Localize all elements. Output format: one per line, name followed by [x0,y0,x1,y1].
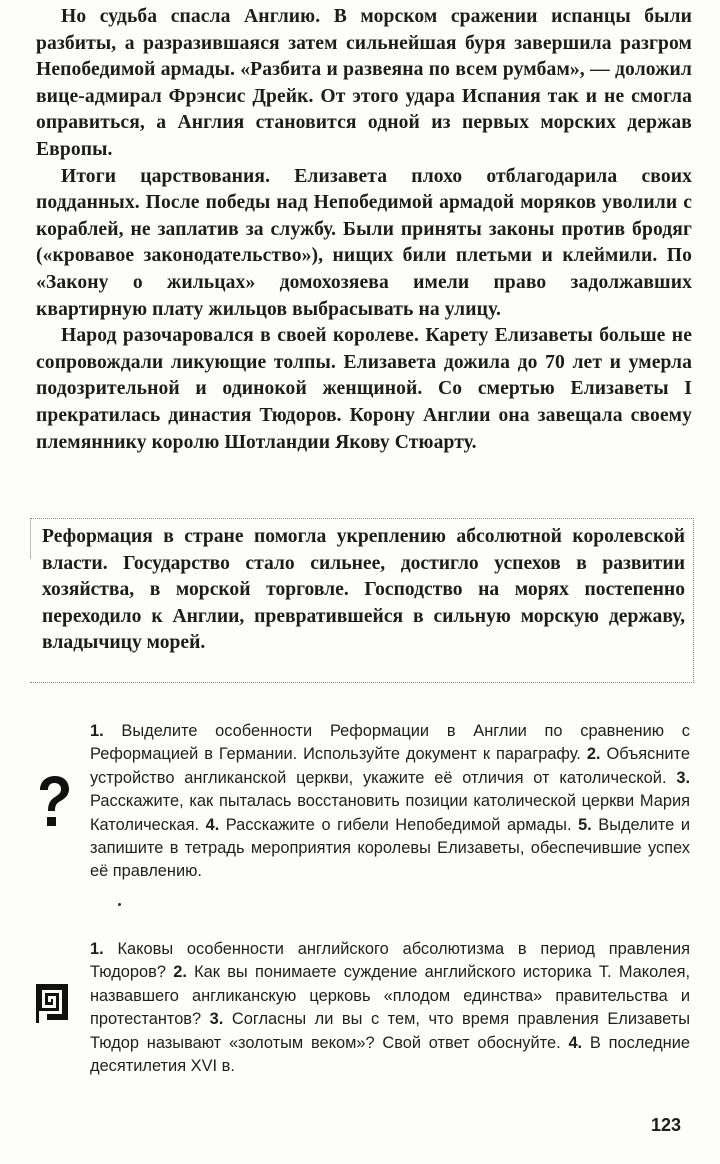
question-number: 4. [205,815,220,834]
task-text: В последние десятилетия XVI в. [90,1033,690,1076]
review-questions [90,720,690,884]
question-number: 3. [676,768,690,787]
task-number: 3. [209,1010,224,1029]
main-text [36,4,692,456]
paragraph-results [36,164,692,324]
question-text: Выделите особенности Реформации в Англии по сравнению с Реформацией в Германии. Используйте документ к параграфу. [90,722,690,764]
question-number: 1. [90,722,104,740]
task-number: 1. [90,940,104,958]
question-text: Расскажите о гибели Непобедимой армады. [219,815,579,834]
question-number: 5. [578,815,592,834]
discussion-tasks [90,938,690,1078]
section-heading: Итоги царствования. [61,165,271,187]
paragraph-armada: Но судьба спасла Англию. В морском сражении испанцы были разбиты, а разразившаяся затем сильнейшая буря завершила разгром Непобедимой армады. «Разбита и развеяна по всем румбам», — доложил вице-адмирал Фрэнсис Дрейк. От этого удара Испания так и не смогла оправиться, а Англия становится одной из первых морских держав Европы. [36,6,692,160]
question-text: Расскажите, как пыталась восстановить позиции католической церкви Мария Католическая. [90,792,690,834]
summary-box [30,518,694,683]
document-task-icon [33,976,71,1028]
stray-dot [118,903,121,906]
task-number: 2. [173,963,187,982]
paragraph-people: Народ разочаровался в своей королеве. Карету Елизаветы больше не сопровождали ликующие толпы. Елизавета дожила до 70 лет и умерла подозрительной и одинокой женщиной. Со смертью Елизаветы I прекратилась династия Тюдоров. Корону Англии она завещала своему племяннику королю Шотландии Якову Стюарту. [36,325,692,453]
question-mark-icon [34,774,74,834]
paragraph-results-body: Елизавета плохо отблагодарила своих подданных. После победы над Непобедимой армадой моряков уволили с кораблей, не заплатив за службу. Были приняты законы против бродяг («кровавое законодательство»), нищих били плетьми и клеймили. По «Закону о жильцах» домохозяева имели право задолжавших квартирную плату жильцов выбрасывать на улицу. [36,165,693,320]
page-number: 123 [651,1115,682,1135]
summary-box-edge [30,519,34,559]
question-text: Выделите и запишите в тетрадь мероприятия королевы Елизаветы, обеспечившие успех её правлению. [90,815,690,881]
task-text: Каковы особенности английского абсолютизма в период правления Тюдоров? [90,940,690,982]
question-number: 2. [586,745,601,764]
task-number: 4. [568,1033,583,1052]
task-text: Согласны ли вы с тем, что время правления Елизаветы Тюдор называют «золотым веком»? Свой ответ обоснуйте. [90,1010,691,1052]
question-text: Объясните устройство англиканской церкви, укажите её отличия от католической. [90,745,690,787]
task-text: Как вы понимаете суждение английского историка Т. Маколея, назвавшего англиканскую церковь «плодом единства» правительства и протестантов? [90,963,691,1029]
summary-text: Реформация в стране помогла укреплению абсолютной королевской власти. Государство стало сильнее, достигло успехов в развитии хозяйства, в морской торговле. Господство на морях постепенно переходило к Англии, превратившейся в сильную морскую державу, владычицу морей. [42,526,685,654]
